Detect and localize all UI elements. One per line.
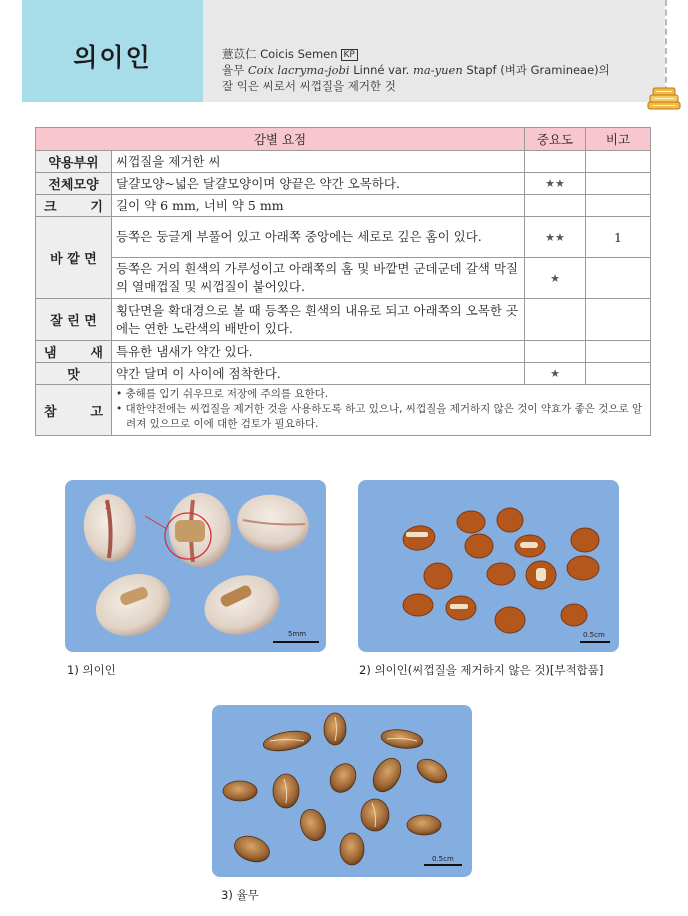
caption-2: 2) 의이인(씨껍질을 제거하지 않은 것)[부적합품] xyxy=(359,663,604,677)
reference-cell xyxy=(112,385,651,436)
header-line-3: 잘 익은 씨로서 씨껍질을 제거한 것 xyxy=(222,79,396,93)
row-label-shape: 전체모양 xyxy=(36,173,112,195)
row-note xyxy=(586,341,651,363)
species-author: Linné var. xyxy=(353,63,410,77)
page-title: 의이인 xyxy=(73,43,152,72)
row-desc-part: 씨껍질을 제거한 씨 xyxy=(112,151,525,173)
caption-1: 1) 의이인 xyxy=(67,663,116,677)
table-row xyxy=(36,173,651,195)
row-note xyxy=(586,299,651,341)
row-label-part: 약용부위 xyxy=(36,151,112,173)
row-importance xyxy=(525,299,586,341)
latin-name: Coicis Semen xyxy=(260,47,338,61)
photo-coicis-semen-unhulled xyxy=(358,480,619,652)
header-left-margin xyxy=(0,0,22,102)
books-icon xyxy=(644,82,684,114)
row-importance xyxy=(525,341,586,363)
header-remarks: 비고 xyxy=(586,128,651,151)
row-importance: ★ xyxy=(525,363,586,385)
row-importance: ★ xyxy=(525,258,586,299)
row-label-reference: 참 고 xyxy=(36,385,112,436)
table-row xyxy=(36,217,651,258)
hanja-name: 薏苡仁 xyxy=(222,47,257,61)
caption-3: 3) 율무 xyxy=(221,888,259,902)
row-note xyxy=(586,195,651,217)
row-note xyxy=(586,173,651,195)
row-desc-taste: 약간 달며 이 사이에 점착한다. xyxy=(112,363,525,385)
header-description xyxy=(222,46,610,94)
reference-item: • 대한약전에는 씨껍질을 제거한 것을 사용하도록 하고 있으나, 씨껍질을 제거하지 않은 것이 약효가 좋은 것으로 알려져 있으므로 이에 대한 검토가 필요하다. xyxy=(116,402,646,432)
row-importance xyxy=(525,195,586,217)
row-label-cut-surface: 잘 린 면 xyxy=(36,299,112,341)
header-line-2 xyxy=(222,62,610,78)
plant-korean-name: 율무 xyxy=(222,63,245,77)
table-row xyxy=(36,195,651,217)
row-desc-outer-1: 등쪽은 둥글게 부풀어 있고 아래쪽 중앙에는 세로로 깊은 홈이 있다. xyxy=(112,217,525,258)
marker-label: 1 xyxy=(104,501,111,512)
row-label-size: 크 기 xyxy=(36,195,112,217)
kp-badge: KP xyxy=(341,49,358,61)
reference-item: • 충해를 입기 쉬우므로 저장에 주의를 요한다. xyxy=(116,387,646,402)
table-row xyxy=(36,299,651,341)
row-importance: ★★ xyxy=(525,217,586,258)
variety-name: ma-yuen xyxy=(412,63,463,77)
row-importance: ★★ xyxy=(525,173,586,195)
photo-2-graphic xyxy=(358,480,619,652)
row-note xyxy=(586,151,651,173)
row-desc-odor: 특유한 냄새가 약간 있다. xyxy=(112,341,525,363)
header-importance: 중요도 xyxy=(525,128,586,151)
row-label-taste: 맛 xyxy=(36,363,112,385)
scale-label: 0.5cm xyxy=(583,631,605,639)
species-name: Coix lacryma-jobi xyxy=(247,63,350,77)
row-desc-shape: 달걀모양~넓은 달걀모양이며 양끝은 약간 오목하다. xyxy=(112,173,525,195)
scale-label: 5mm xyxy=(288,630,307,638)
row-note: 1 xyxy=(586,217,651,258)
photo-coicis-semen xyxy=(65,480,326,652)
row-importance xyxy=(525,151,586,173)
table-row xyxy=(36,151,651,173)
row-label-outer-surface: 바 깥 면 xyxy=(36,217,112,299)
identification-table xyxy=(35,127,651,436)
table-header-row xyxy=(36,128,651,151)
photo-coix-seed xyxy=(212,705,472,877)
reference-list xyxy=(116,385,646,435)
family-name: Stapf (벼과 Gramineae)의 xyxy=(466,63,610,77)
row-note xyxy=(586,258,651,299)
row-desc-cut-surface: 횡단면을 확대경으로 볼 때 등쪽은 흰색의 내유로 되고 아래쪽의 오목한 곳에는 연한 노란색의 배반이 있다. xyxy=(112,299,525,341)
table-row xyxy=(36,341,651,363)
table-row xyxy=(36,363,651,385)
scale-label: 0.5cm xyxy=(432,855,454,863)
photo-3-graphic xyxy=(212,705,472,877)
title-box xyxy=(22,0,203,102)
row-desc-size: 길이 약 6 mm, 너비 약 5 mm xyxy=(112,195,525,217)
header-line-1 xyxy=(222,46,610,62)
header-key-points: 감별 요점 xyxy=(36,128,525,151)
table-row xyxy=(36,258,651,299)
row-label-odor: 냄 새 xyxy=(36,341,112,363)
table-row-reference xyxy=(36,385,651,436)
row-desc-outer-2: 등쪽은 거의 흰색의 가루성이고 아래쪽의 홈 및 바깥면 군데군데 갈색 막질의 열매껍질 및 씨껍질이 붙어있다. xyxy=(112,258,525,299)
row-note xyxy=(586,363,651,385)
